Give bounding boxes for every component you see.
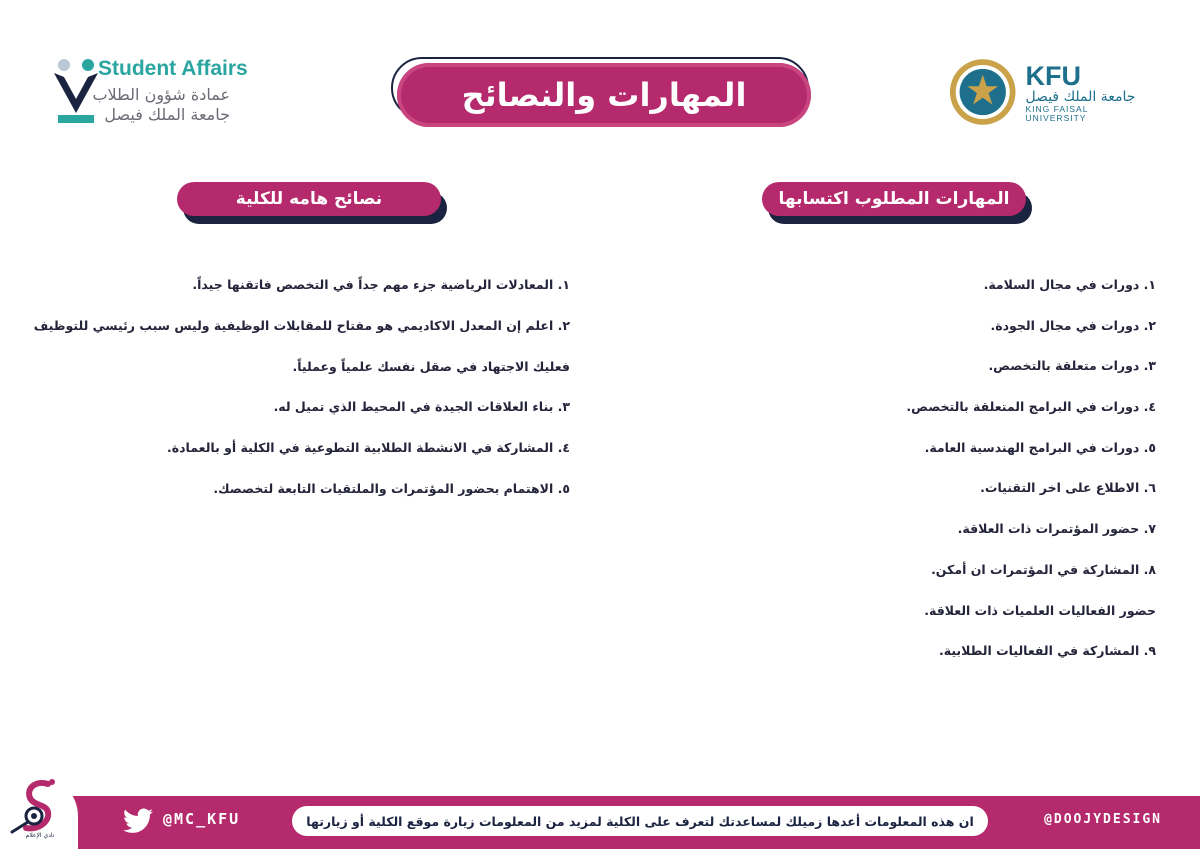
- title-banner-fill: [397, 63, 811, 127]
- list-item: ٩. المشاركة في الفعاليات الطلابية.: [939, 643, 1156, 659]
- list-item: ٥. الاهتمام بحضور المؤتمرات والملتقيات التابعة لتخصصك.: [213, 480, 570, 496]
- list-item: ٢. اعلم إن المعدل الاكاديمي هو مفتاح للمقابلات الوظيفية وليس سبب رئيسي للتوظيف: [33, 317, 570, 333]
- designer-handle[interactable]: @DOOJYDESIGN: [1044, 812, 1162, 827]
- skills-list: [596, 276, 1156, 683]
- skills-heading-pill: [762, 182, 1026, 224]
- student-affairs-arabic-line2: جامعة الملك فيصل: [104, 105, 230, 124]
- footer-note-pill: [292, 806, 988, 836]
- list-item: ١. المعادلات الرياضية جزء مهم جداً في التخصص فاتقنها جيداً.: [192, 277, 570, 292]
- advice-heading-pill: [177, 182, 441, 224]
- title-banner: [391, 57, 811, 129]
- skills-heading-fill: [762, 182, 1026, 216]
- page-title: المهارات والنصائح: [461, 76, 747, 114]
- twitter-handle[interactable]: @MC_KFU: [163, 810, 241, 828]
- kfu-abbr: KFU: [1025, 60, 1081, 91]
- list-item: فعليك الاجتهاد في صقل نفسك علمياً وعملياً.: [292, 358, 570, 374]
- advice-heading: نصائح هامه للكلية: [235, 189, 383, 209]
- student-affairs-english: Student Affairs: [98, 57, 248, 80]
- list-item: ٣. دورات متعلقة بالتخصص.: [988, 358, 1156, 374]
- footer-note: ان هذه المعلومات أعدها زميلك لمساعدتك لتعرف على الكلية لمزيد من المعلومات زيارة موقع الكلية أو زيارتها: [306, 813, 974, 829]
- kfu-logo: [948, 52, 1148, 132]
- list-item: ٧. حضور المؤتمرات ذات العلاقة.: [957, 521, 1156, 537]
- list-item: ٦. الاطلاع على اخر التقنيات.: [980, 480, 1156, 496]
- list-item: ٣. بناء العلاقات الجيدة في المحيط الذي تميل له.: [273, 399, 570, 415]
- skills-heading: المهارات المطلوب اكتسابها: [778, 189, 1010, 209]
- list-item: ٥. دورات في البرامج الهندسية العامة.: [924, 439, 1156, 455]
- kfu-arabic-name: جامعة الملك فيصل: [1025, 88, 1136, 105]
- kfu-english-name: KING FAISAL UNIVERSITY: [1025, 103, 1089, 123]
- advice-list: [30, 276, 570, 521]
- list-item: حضور الفعاليات العلميات ذات العلاقة.: [924, 602, 1156, 618]
- list-item: ٤. دورات في البرامج المتعلقة بالتخصص.: [906, 399, 1156, 415]
- list-item: ١. دورات في مجال السلامة.: [983, 277, 1156, 292]
- list-item: ٢. دورات في مجال الجودة.: [990, 317, 1156, 333]
- list-item: ٨. المشاركة في المؤتمرات ان أمكن.: [931, 561, 1156, 577]
- advice-heading-fill: [177, 182, 441, 216]
- kfu-seal-icon: [948, 56, 1017, 128]
- list-item: ٤. المشاركة في الانشطة الطلابية التطوعية في الكلية أو بالعمادة.: [167, 440, 570, 456]
- student-affairs-logo: [50, 55, 248, 127]
- student-affairs-arabic-line1: عمادة شؤون الطلاب: [92, 85, 230, 104]
- twitter-icon[interactable]: [123, 808, 153, 834]
- media-club-label: نادي الإعلام: [25, 832, 55, 839]
